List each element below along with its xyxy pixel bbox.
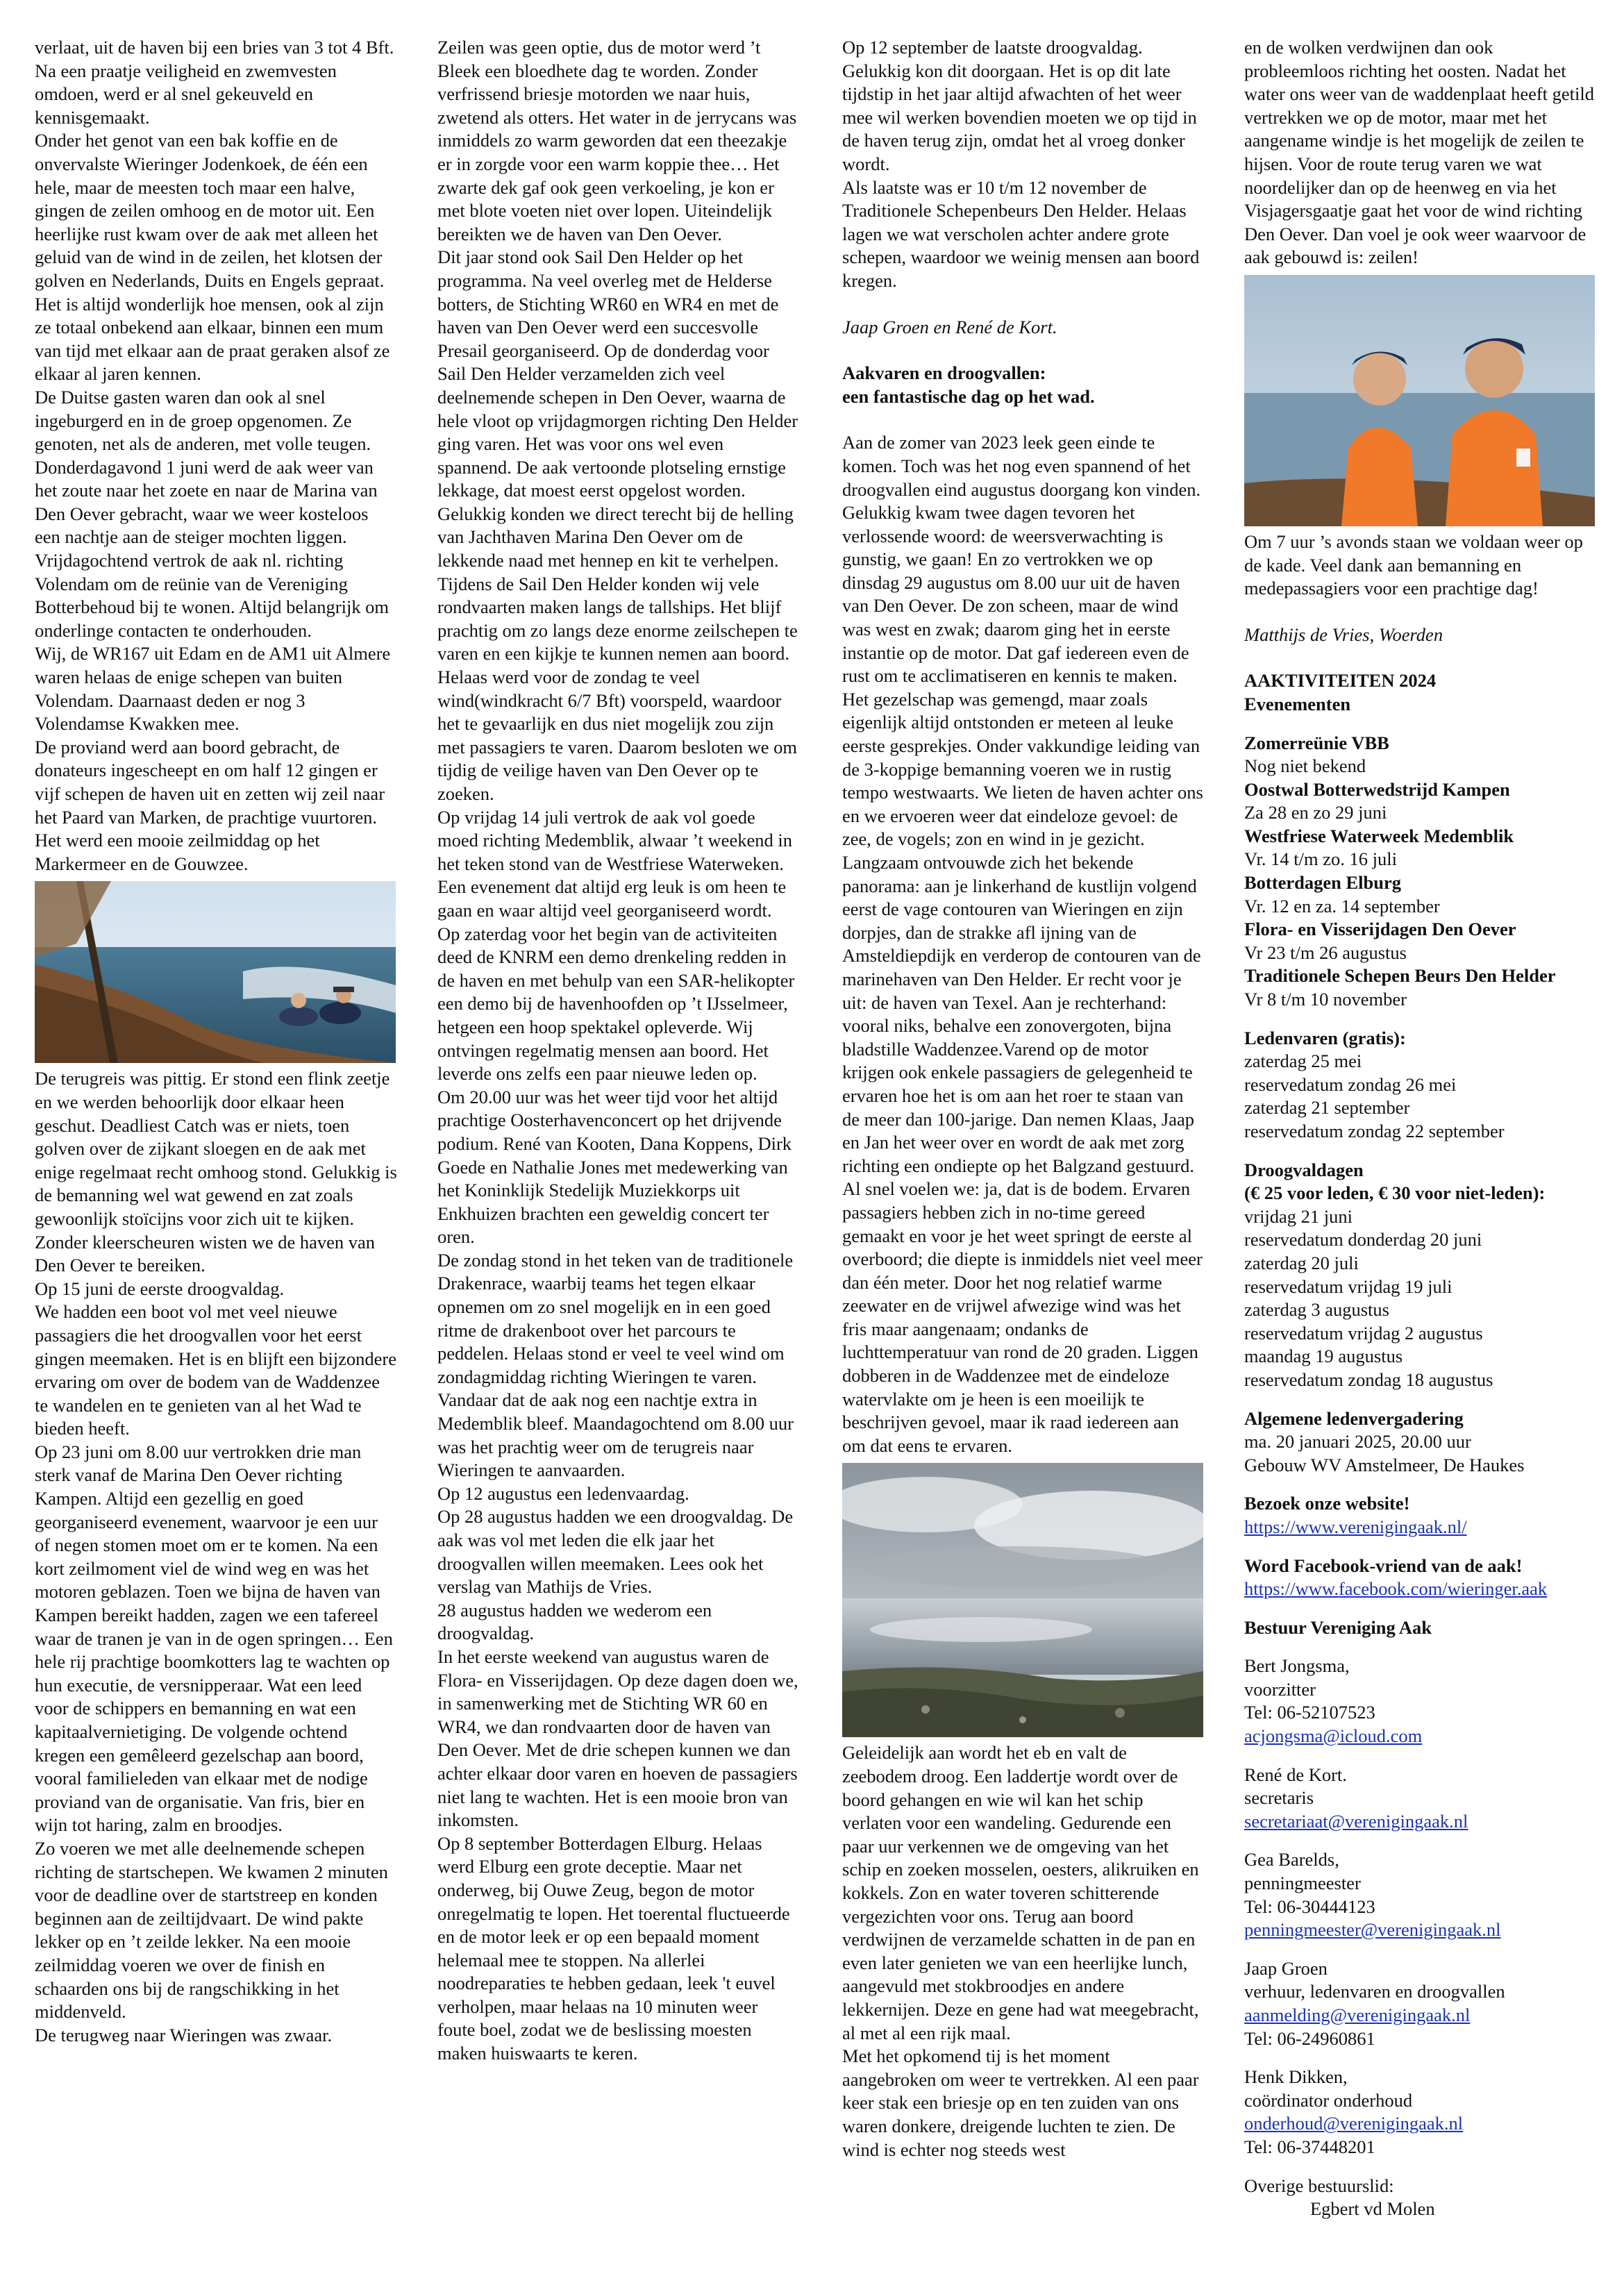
date-line: reservedatum zondag 22 september	[1244, 1121, 1505, 1141]
paragraph: Op zaterdag voor het begin van de activiteiten deed de KNRM een demo drenkeling redden in de haven en met behulp van een SAR-helikopter een demo bij de havenhoofden op ’t IJsselmeer, hetgeen een hoop spektakel opleverde. Wij ontvingen regelmatig mensen aan boord. Het leverde ons zelfs een paar nieuwe leden op.	[437, 923, 795, 1085]
paragraph: Vrijdagochtend vertrok de aak nl. richting Volendam om de reünie van de Vereniging Botterbehoud bij te wonen. Altijd belangrijk om onderlinge contacten te onderhouden.	[35, 550, 390, 641]
event-date: Vr 23 t/m 26 augustus	[1244, 941, 1407, 963]
author-signature: Jaap Groen en René de Kort.	[842, 316, 1057, 337]
board-member	[1244, 2175, 1595, 2221]
paragraph: 28 augustus hadden we wederom een droogvaldag.	[437, 1599, 712, 1644]
date-line: zaterdag 20 juli	[1244, 1252, 1359, 1273]
price-line: (€ 25 voor leden, € 30 voor niet-leden):	[1244, 1182, 1546, 1204]
member-role: secretaris	[1244, 1787, 1314, 1809]
paragraph: Donderdagavond 1 juni werd de aak weer van het zoute naar het zoete en naar de Marina van Den Oever gebracht, waar we weer kosteloos een nachtje aan de steiger mochten liggen.	[35, 456, 378, 548]
event-name: Westfriese Waterweek Medemblik	[1244, 825, 1514, 846]
paragraph: We hadden een boot vol met veel nieuwe passagiers die het droogvallen voor het eerst gingen meemaken. Het is en blijft een bijzondere ervaring om over de bodem van de Waddenzee te wandelen en te genieten van al het Wad te bieden heeft.	[35, 1301, 396, 1439]
activities-subtitle: Evenementen	[1244, 693, 1351, 714]
member-name: Jaap Groen	[1244, 1957, 1328, 1979]
date-line: maandag 19 augustus	[1244, 1346, 1403, 1367]
event-name: Flora- en Visserijdagen Den Oever	[1244, 919, 1516, 940]
website-section	[1244, 1492, 1595, 1539]
member-name: Bert Jongsma,	[1244, 1655, 1350, 1677]
paragraph: Wij, de WR167 uit Edam en de AM1 uit Almere waren helaas de enige schepen van buiten Volendam. Daarnaast deden er nog 3 Volendamse Kwakken mee.	[35, 643, 391, 735]
facebook-link[interactable]: https://www.facebook.com/wieringer.aak	[1244, 1578, 1548, 1600]
member-phone: Tel: 06-30444123	[1244, 1895, 1375, 1917]
event-date: Vr 8 t/m 10 november	[1244, 989, 1407, 1010]
section-title: Word Facebook-vriend van de aak!	[1244, 1555, 1523, 1576]
paragraph: Helaas werd voor de zondag te veel wind(windkracht 6/7 Bft) voorspeld, waardoor het te gevaarlijk en dus niet mogelijk zou zijn met passagiers te varen. Daarom besloten we om tijdig de veilige haven van Den Oever op te zoeken.	[437, 667, 798, 804]
board-section	[1244, 1616, 1595, 2221]
paragraph: Op 8 september Botterdagen Elburg. Helaas werd Elburg een grote deceptie. Maar net onderweg, bij Ouwe Zeug, begon de motor onregelmatig te lopen. Het toerental fluctueerde en de motor leek er op een bepaald moment helemaal mee te stoppen. Na allerlei noodreparaties te hebben gedaan, leek 't euvel verholpen, maar helaas na 10 minuten weer foute boel, zodat we de beslissing moesten maken huiswaarts te keren.	[437, 1832, 790, 2064]
column-2	[437, 36, 800, 2265]
board-member	[1244, 1655, 1595, 1748]
date-line: zaterdag 25 mei	[1244, 1051, 1362, 1072]
column-1	[35, 36, 397, 2265]
section-title: Algemene ledenvergadering	[1244, 1407, 1464, 1429]
member-role: penningmeester	[1244, 1873, 1361, 1894]
board-member	[1244, 1764, 1595, 1834]
event-date: Nog niet bekend	[1244, 755, 1366, 777]
paragraph: Zo voeren we met alle deelnemende schepen richting de startschepen. We kwamen 2 minuten voor de deadline over de startstreep en konden beginnen aan de zeiltijdvaart. De wind pakte lekker op en ’t zeilde lekker. Na een mooie zeilmiddag voeren we over de finish en schaarden ons bij de rangschikking in het middenveld.	[35, 1837, 388, 2023]
date-line: reservedatum zondag 26 mei	[1244, 1073, 1457, 1095]
paragraph: en de wolken verdwijnen dan ook probleemloos richting het oosten. Nadat het water ons weer van de waddenplaat heeft getild vertrekken we op de motor, maar met het aangename windje is het mogelijk de zeilen te hijsen. Voor de route terug varen we wat noordelijker dan op de heenweg en via het Visjagersgaatje gaat het voor de wind richting Den Oever. Dan voel je ook weer waarvoor de aak gebouwd is: zeilen!	[1244, 37, 1595, 268]
paragraph: Onder het genot van een bak koffie en de onvervalste Wieringer Jodenkoek, de één een hele, maar de meesten toch maar een halve, gingen de zeilen omhoog en de motor uit. Een heerlijke rust kwam over de aak met alleen het geluid van de wind in de zeilen, het klotsen der golven en Nederlands, Duits en Engels gepraat. Het is altijd wonderlijk hoe mensen, ook al zijn ze totaal onbekend aan elkaar, binnen een mum van tijd met elkaar aan de praat geraken alsof ze elkaar al jaren kennen.	[35, 130, 390, 385]
member-name: René de Kort.	[1244, 1764, 1347, 1785]
event-name: Traditionele Schepen Beurs Den Helder	[1244, 965, 1556, 987]
activities-title: AAKTIVITEITEN 2024	[1244, 670, 1437, 692]
paragraph: Na een praatje veiligheid en zwemvesten omdoen, werd er al snel gekeuveld en kennisgemaakt.	[35, 60, 337, 128]
paragraph: De terugweg naar Wieringen was zwaar.	[35, 2024, 333, 2045]
event-date: Za 28 en zo 29 juni	[1244, 802, 1387, 823]
member-email-link[interactable]: onderhoud@verenigingaak.nl	[1244, 2113, 1464, 2134]
alv-date: ma. 20 januari 2025, 20.00 uur	[1244, 1431, 1471, 1453]
event-name: Oostwal Botterwedstrijd Kampen	[1244, 778, 1510, 800]
paragraph: Met het opkomend tij is het moment aangebroken om weer te vertrekken. Al een paar keer stak een briesje op en ten zuiden van ons waren donkere, dreigende luchten te zien. De wind is echter nog steeds west	[842, 2045, 1199, 2160]
paragraph: De proviand werd aan boord gebracht, de donateurs ingescheept en om half 12 gingen er vijf schepen de haven uit en zetten wij zeil naar het Paard van Marken, de prachtige vuurtoren. Het werd een mooie zeilmiddag op het Markermeer en de Gouwzee.	[35, 736, 385, 874]
events-list	[1244, 732, 1595, 1012]
date-line: reservedatum zondag 18 augustus	[1244, 1369, 1493, 1390]
member-name: Egbert vd Molen	[1310, 2198, 1435, 2220]
event-name: Zomerreünie VBB	[1244, 732, 1389, 753]
paragraph: Als laatste was er 10 t/m 12 november de Traditionele Schepenbeurs Den Helder. Helaas lagen we wat verscholen achter andere grote schepen, waardoor we weinig mensen aan boord kregen.	[842, 176, 1200, 291]
author-signature: Matthijs de Vries, Woerden	[1244, 623, 1443, 645]
paragraph: Op 12 september de laatste droogvaldag. Gelukkig kon dit doorgaan. Het is op dit late tijdstip in het jaar altijd afwachten of het weer mee wil werken bovendien moeten we op tijd in de haven terug zijn, omdat het al vroeg donker wordt.	[842, 37, 1197, 174]
section-title: Bezoek onze website!	[1244, 1493, 1410, 1514]
paragraph: Aan de zomer van 2023 leek geen einde te komen. Toch was het nog even spannend of het droogvallen eind augustus doorgang kon vinden. Gelukkig kwam twee dagen tevoren het verlossende woord: de weersverwachting is gunstig, we gaan! En zo vertrokken we op dinsdag 29 augustus om 8.00 uur uit de haven van Den Oever. De zon scheen, maar de wind was west en zwak; daarom ging het in eerste instantie op de motor. Dat gaf iedereen even de rust om te acclimatiseren en kennis te maken. Het gezelschap was gemengd, maar zoals eigenlijk altijd ontstonden er meteen al leuke eerste gesprekjes. Onder vakkundige leiding van de 3-koppige bemanning voeren we in rustig tempo westwaarts. We lieten de haven achter ons en we ervoeren weer dat eindeloze gevoel: de zee, de vogels; zon en wind in je gezicht. Langzaam ontvouwde zich het bekende panorama: aan je linkerhand de kustlijn volgend eerst de vage contouren van Wieringen en zijn dorpjes, dan de strakke afl ijning van de Amsteldiepdijk en verderop de contouren van de marinehaven van Den Helder. Er recht voor je uit: de haven van Texel. Aan je rechterhand: vooral niks, behalve een zonovergoten, bijna bladstille Waddenzee.Varend op de motor krijgen ook enkele passagiers de gelegenheid te ervaren hoe het is om aan het roer te staan van de meer dan 100-jarige. Dan nemen Klaas, Jaap en Jan het weer over en wordt de aak met zorg richting een ondiepte op het Balgzand gestuurd. Al snel voelen we: ja, dat is de bodem. Ervaren passagiers hebben zich in no-time gereed gemaakt en voor je het weet springt de eerste al overboord; die diepte is inmiddels niet veel meer dan één meter. Door het nog relatief warme zeewater en de vrijwel afwezige wind was het fris maar aangenaam; ondanks de luchttemperatuur van rond de 20 graden. Liggen dobberen in de Waddenzee met de eindeloze watervlakte om je heen is een moeilijk te beschrijven gevoel, maar ik raad iedereen aan om dat eens te ervaren.	[842, 432, 1203, 1456]
paragraph: De Duitse gasten waren dan ook al snel ingeburgerd en in de groep opgenomen. Ze genoten, net als de anderen, met volle teugen.	[35, 386, 371, 455]
section-title: Droogvaldagen	[1244, 1159, 1364, 1180]
paragraph: Op 12 augustus een ledenvaardag.	[437, 1482, 689, 1504]
alv-section	[1244, 1407, 1595, 1478]
event-date: Vr. 12 en za. 14 september	[1244, 895, 1440, 916]
website-link[interactable]: https://www.verenigingaak.nl/	[1244, 1516, 1467, 1537]
paragraph: Zeilen was geen optie, dus de motor werd ’t Bleek een bloedhete dag te worden. Zonder verfrissend briesje motorden we naar huis, zwetend als otters. Het water in de jerrycans was inmiddels zo warm geworden dat een theezakje er in zorgde voor een warm koppie thee… Het zwarte dek gaf ook geen verkoeling, je kon er met blote voeten niet over lopen. Uiteindelijk bereikten we de haven van Den Oever.	[437, 37, 797, 244]
alv-location: Gebouw WV Amstelmeer, De Haukes	[1244, 1454, 1525, 1475]
member-email-link[interactable]: aanmelding@verenigingaak.nl	[1244, 2004, 1471, 2025]
ledenvaren-section	[1244, 1027, 1595, 1144]
paragraph: De zondag stond in het teken van de traditionele Drakenrace, waarbij teams het tegen elkaar opnemen om zo snel mogelijk en in een goed ritme de drakenboot over het parcours te peddelen. Helaas stond er veel te veel wind om zondagmiddag richting Wieringen te varen. Vandaar dat de aak nog een nachtje extra in Medemblik bleef. Maandagochtend om 8.00 uur was het prachtig weer om de terugreis naar Wieringen te aanvaarden.	[437, 1249, 794, 1481]
section-title: Ledenvaren (gratis):	[1244, 1027, 1406, 1048]
member-name: Gea Barelds,	[1244, 1849, 1339, 1870]
article-subheading: een fantastische dag op het wad.	[842, 385, 1095, 407]
column-3	[842, 36, 1205, 2265]
column-4	[1244, 36, 1595, 2265]
paragraph: Geleidelijk aan wordt het eb en valt de zeebodem droog. Een laddertje wordt over de boord gehangen en wie wil kan het schip verlaten voor een wandeling. Gedurende een paar uur verkennen we de omgeving van het schip en zoeken mosselen, oesters, alikruiken en kokkels. Zon en water toveren schitterende vergezichten voor ons. Terug aan boord verdwijnen de verzamelde schatten in de pan en even later genieten we van een heerlijke lunch, aangevuld met stokbroodjes en andere lekkernijen. Deze en gene had wat meegebracht, al met al een rijk maal.	[842, 1742, 1199, 2043]
event-name: Botterdagen Elburg	[1244, 872, 1401, 894]
wadden-sea-photo	[842, 1463, 1203, 1737]
board-member	[1244, 1957, 1595, 2050]
member-email-link[interactable]: acjongsma@icloud.com	[1244, 1725, 1423, 1747]
paragraph: Op vrijdag 14 juli vertrok de aak vol goede moed richting Medemblik, alwaar ’t weekend in het teken stond van de Westfriese Waterweken. Een evenement dat altijd erg leuk is om heen te gaan en waar altijd veel georganiseerd wordt.	[437, 806, 792, 921]
paragraph: Dit jaar stond ook Sail Den Helder op het programma. Na veel overleg met de Helderse botters, de Stichting WR60 en WR4 en met de haven van Den Oever werd een succesvolle Presail georganiseerd. Op de donderdag voor Sail Den Helder verzamelden zich veel deelnemende schepen in Den Oever, waarna de hele vloot op vrijdagmorgen richting Den Helder ging varen. Het was voor ons wel even spannend. De aak vertoonde plotseling ernstige lekkage, dat moest eerst opgelost worden. Gelukkig konden we direct terecht bij de helling van Jachthaven Marina Den Oever om de lekkende naad met hennep en kit te verhelpen. Tijdens de Sail Den Helder konden wij vele rondvaarten maken langs de tallships. Het blijf prachtig om zo langs deze enorme zeilschepen te varen en een kijkje te kunnen nemen aan boord.	[437, 246, 798, 664]
date-line: vrijdag 21 juni	[1244, 1205, 1353, 1227]
date-line: reservedatum vrijdag 2 augustus	[1244, 1322, 1483, 1344]
member-phone: Tel: 06-37448201	[1244, 2136, 1375, 2157]
member-phone: Tel: 06-52107523	[1244, 1702, 1375, 1723]
passengers-photo	[1244, 275, 1595, 526]
member-email-link[interactable]: penningmeester@verenigingaak.nl	[1244, 1919, 1501, 1941]
date-line: reservedatum donderdag 20 juni	[1244, 1229, 1482, 1250]
facebook-section	[1244, 1555, 1595, 1601]
member-name: Henk Dikken,	[1244, 2066, 1348, 2088]
paragraph: Op 28 augustus hadden we een droogvaldag. De aak was vol met leden die elk jaar het droogvallen willen meemaken. Lees ook het verslag van Mathijs de Vries.	[437, 1506, 794, 1598]
board-member	[1244, 2066, 1595, 2159]
member-role: voorzitter	[1244, 1678, 1316, 1700]
photo-caption: Om 7 uur ’s avonds staan we voldaan weer op de kade. Veel dank aan bemanning en medepassagiers voor een prachtige dag!	[1244, 530, 1583, 599]
paragraph: Om 20.00 uur was het weer tijd voor het altijd prachtige Oosterhavenconcert op het drijvende podium. René van Kooten, Dana Koppens, Dirk Goede en Nathalie Jones met medewerking van het Koninklijk Stedelijk Muziekkorps uit Enkhuizen brachten een geweldig concert ter oren.	[437, 1086, 792, 1248]
member-role: verhuur, ledenvaren en droogvallen	[1244, 1981, 1505, 2002]
member-phone: Tel: 06-24960861	[1244, 2027, 1375, 2049]
event-date: Vr. 14 t/m zo. 16 juli	[1244, 848, 1397, 870]
date-line: reservedatum vrijdag 19 juli	[1244, 1275, 1453, 1297]
other-member-label: Overige bestuurslid:	[1244, 2175, 1394, 2196]
article-heading: Aakvaren en droogvallen:	[842, 362, 1046, 384]
paragraph: Op 15 juni de eerste droogvaldag.	[35, 1278, 285, 1299]
member-role: coördinator onderhoud	[1244, 2089, 1413, 2111]
paragraph: Op 23 juni om 8.00 uur vertrokken drie man sterk vanaf de Marina Den Oever richting Kampen. Altijd een gezellig en goed georganiseerd evenement, waarvoor je een uur of negen stomen moet om er te komen. Na een kort zeilmoment viel de wind weg en was het motoren geblazen. Toen we bijna de haven van Kampen bereikt hadden, zagen we een tafereel waar de tranen je van in de ogen springen… Een hele rij prachtige boomkotters lag te wachten op hun executie, de versnipperaar. Wat een leed voor de schippers en bemanning en wat een kapitaalvernietiging. De volgende ochtend kregen een gemêleerd gezelschap aan boord, vooral familieleden van elkaar met de nodige proviand van de organisatie. Van fris, bier en wijn tot haring, zalm en broodjes.	[35, 1441, 393, 1836]
date-line: zaterdag 21 september	[1244, 1097, 1410, 1119]
date-line: zaterdag 3 augustus	[1244, 1299, 1389, 1321]
member-email-link[interactable]: secretariaat@verenigingaak.nl	[1244, 1810, 1468, 1832]
paragraph: In het eerste weekend van augustus waren de Flora- en Visserijdagen. Op deze dagen doen we, in samenwerking met de Stichting WR 60 en WR4, we dan rondvaarten door de haven van Den Oever. Met de drie schepen kunnen we dan achter elkaar door varen en hoeven de passagiers niet lang te wachten. Het is een mooie bron van inkomsten.	[437, 1646, 798, 1831]
paragraph: De terugreis was pittig. Er stond een flink zeetje en we werden behoorlijk door elkaar heen geschut. Deadliest Catch was er niets, toen golven over de zijkant sloegen en de aak met enige regelmaat recht omhoog stond. Gelukkig is de bemanning wel wat gewend en zat zoals gewoonlijk stoïcijns voor zich uit te kijken. Zonder kleerscheuren wisten we de haven van Den Oever te bereiken.	[35, 1068, 397, 1276]
paragraph: verlaat, uit de haven bij een bries van 3 tot 4 Bft.	[35, 37, 394, 58]
board-member	[1244, 1848, 1595, 1941]
sailing-boat-photo	[35, 881, 396, 1063]
droogvaldagen-section	[1244, 1159, 1595, 1392]
section-title: Bestuur Vereniging Aak	[1244, 1616, 1432, 1638]
